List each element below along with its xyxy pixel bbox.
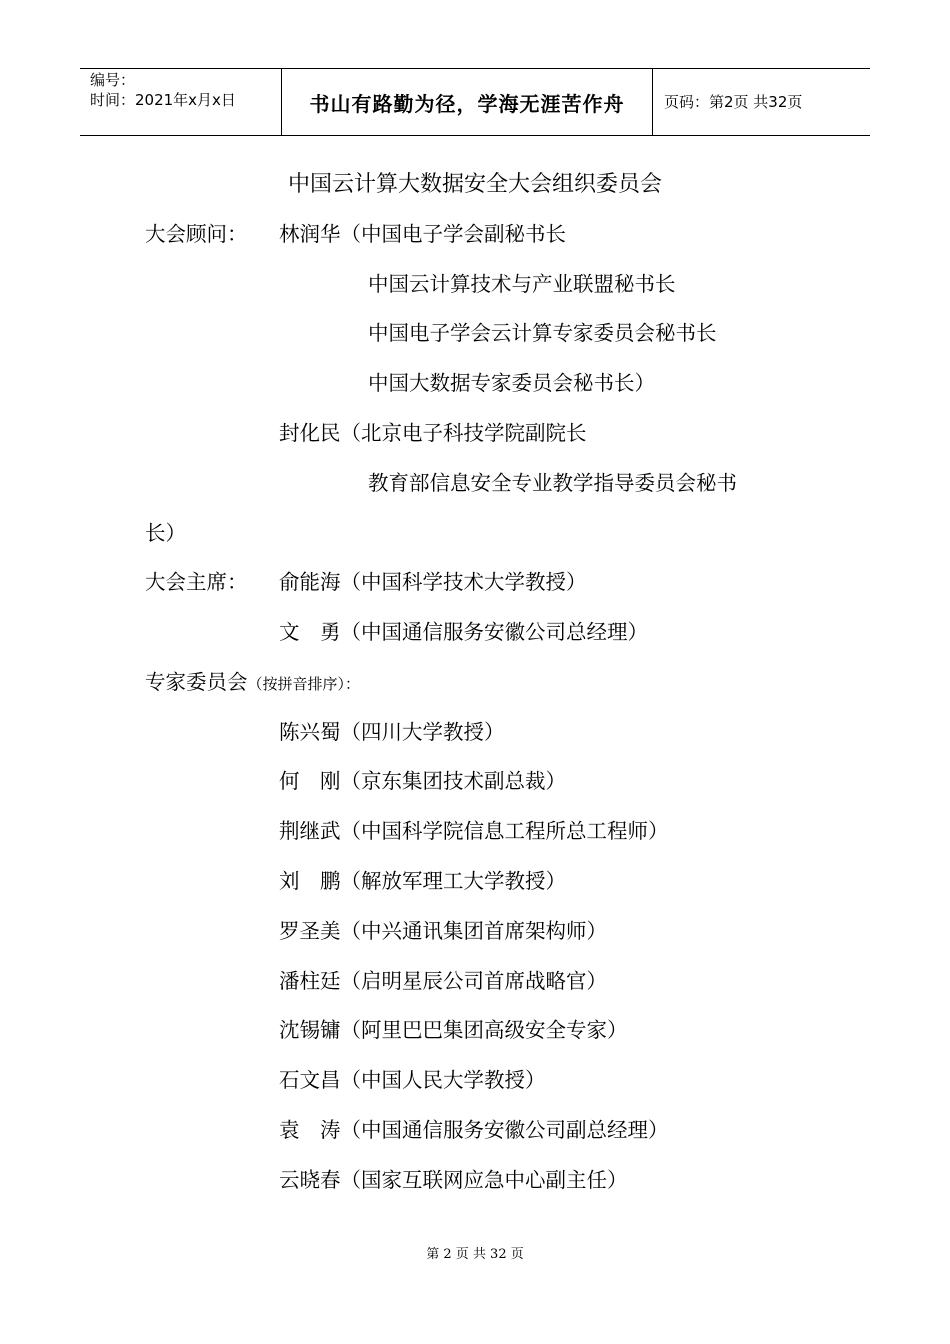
motto: 书山有路勤为径，学海无涯苦作舟 [309, 91, 625, 116]
expert-label: 专家委员会 [145, 670, 248, 694]
header-page-cell [653, 69, 870, 135]
document-header [80, 68, 870, 136]
chair-entry: 文 勇（中国通信服务安徽公司总经理） [279, 620, 648, 644]
expert-committee-heading [145, 667, 360, 699]
expert-entry: 荆继武（中国科学院信息工程所总工程师） [279, 819, 669, 843]
expert-entry: 袁 涛（中国通信服务安徽公司副总经理） [279, 1118, 669, 1142]
expert-sort-note: （按拼音排序）： [247, 675, 361, 693]
advisor-label: 大会顾问： [145, 222, 248, 246]
expert-entry: 沈锡镛（阿里巴巴集团高级安全专家） [279, 1018, 628, 1042]
expert-entry: 何 刚（京东集团技术副总裁） [279, 769, 566, 793]
advisor-title-line: 中国云计算技术与产业联盟秘书长 [368, 272, 676, 296]
expert-entry: 潘柱廷（启明星辰公司首席战略官） [279, 969, 607, 993]
header-meta-cell [80, 69, 281, 135]
expert-entry: 罗圣美（中兴通讯集团首席架构师） [279, 919, 607, 943]
advisor-title-line: 中国大数据专家委员会秘书长） [368, 371, 655, 395]
document-number: 编号： [90, 71, 136, 89]
chair-label: 大会主席： [145, 570, 248, 594]
expert-entry: 陈兴蜀（四川大学教授） [279, 720, 505, 744]
expert-entry: 刘 鹏（解放军理工大学教授） [279, 869, 566, 893]
expert-entry: 云晓春（国家互联网应急中心副主任） [279, 1168, 628, 1192]
advisor-entry: 林润华（中国电子学会副秘书长 [279, 222, 566, 246]
advisor-title-line: 教育部信息安全专业教学指导委员会秘书 [368, 471, 737, 495]
document-title: 中国云计算大数据安全大会组织委员会 [287, 172, 662, 197]
chair-entry: 俞能海（中国科学技术大学教授） [279, 570, 587, 594]
page-footer: 第 2 页 共 32 页 [426, 1247, 524, 1262]
page-code: 页码：第2页 共32页 [664, 93, 803, 111]
advisor-title-line: 中国电子学会云计算专家委员会秘书长 [368, 321, 717, 345]
document-date: 时间：2021年x月x日 [90, 91, 236, 109]
header-motto-cell [281, 69, 653, 135]
advisor-title-wrap: 长） [145, 521, 186, 545]
expert-entry: 石文昌（中国人民大学教授） [279, 1068, 546, 1092]
advisor-entry: 封化民（北京电子科技学院副院长 [279, 421, 587, 445]
